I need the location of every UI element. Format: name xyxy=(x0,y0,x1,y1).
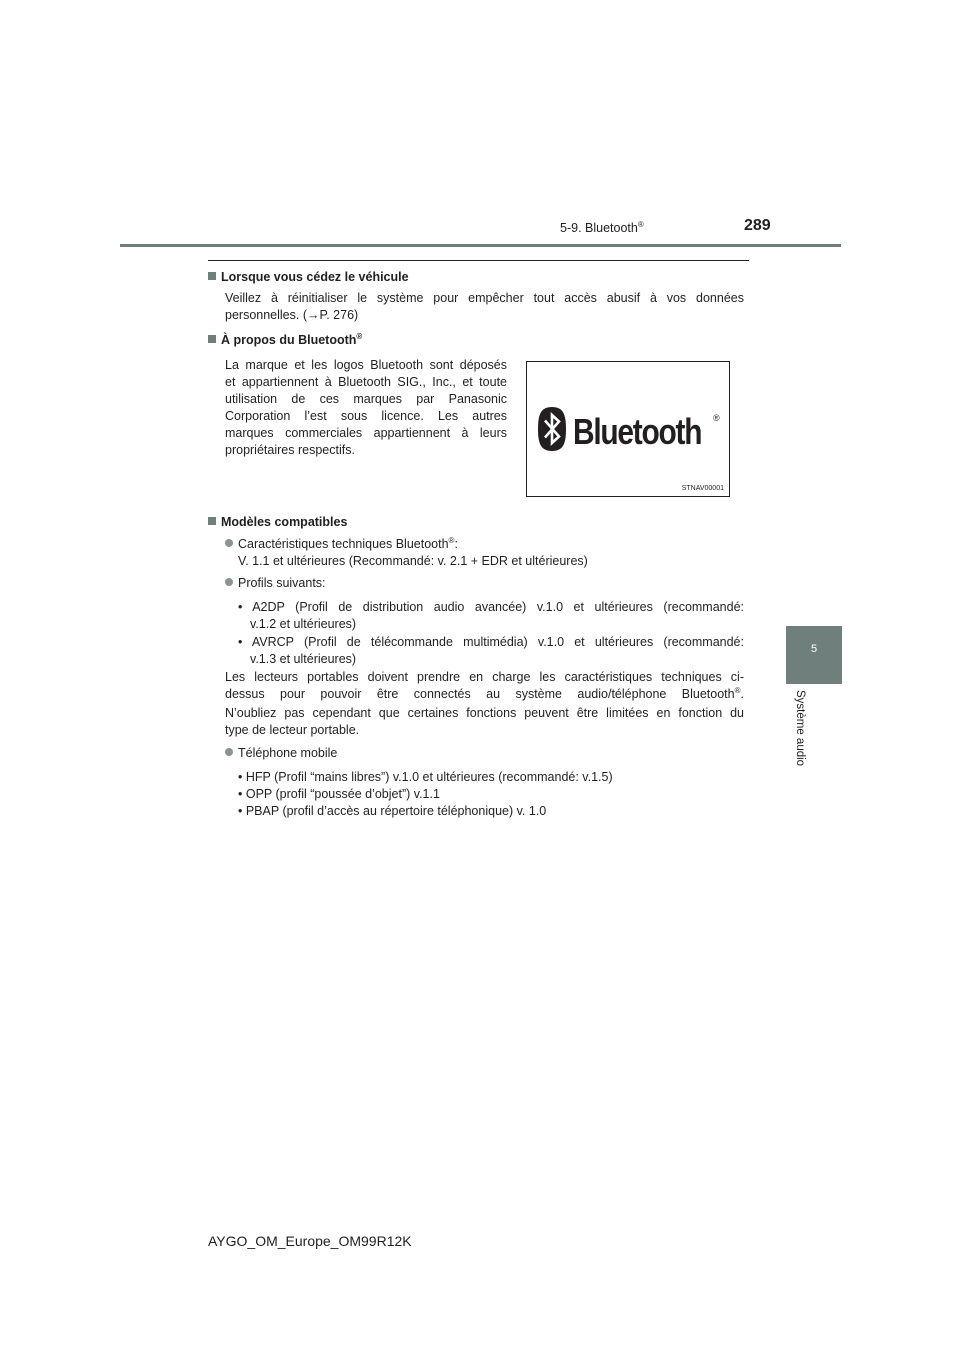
registered-mark: ® xyxy=(713,413,720,423)
about-line-4: Corporation l’est sous licence. Les autres xyxy=(225,409,507,423)
profiles-label: Profils suivants: xyxy=(238,576,326,590)
circle-bullet-icon xyxy=(225,748,233,756)
about-line-6: propriétaires respectifs. xyxy=(225,443,355,457)
portable-para-line-1: Les lecteurs portables doivent prendre en charge les caractéristiques techniques ci- xyxy=(225,670,744,684)
mobile-profile-opp: • OPP (profil “poussée d’objet”) v.1.1 xyxy=(238,787,440,801)
spec-sup: ® xyxy=(448,536,455,545)
mobile-item xyxy=(225,745,337,762)
square-bullet-icon xyxy=(208,272,216,280)
header-section-sup: ® xyxy=(637,220,644,229)
footer-document-code: AYGO_OM_Europe_OM99R12K xyxy=(208,1233,412,1249)
section-title-compatible-models xyxy=(208,515,347,529)
portable-para-line-2-text: dessus pour pouvoir être connectés au système audio/téléphone Bluetooth xyxy=(225,687,735,701)
about-line-5: marques commerciales appartiennent à leurs xyxy=(225,426,507,440)
vehicle-transfer-line-1: Veillez à réinitialiser le système pour empêcher tout accès abusif à vos données xyxy=(225,291,744,305)
portable-para-line-2-sup: ® xyxy=(734,686,741,695)
chapter-tab-number: 5 xyxy=(810,643,818,655)
figure-code: STNAV00001 xyxy=(681,485,724,492)
portable-para-line-2 xyxy=(225,686,744,703)
bluetooth-rune-icon xyxy=(537,407,567,451)
portable-para-line-4: type de lecteur portable. xyxy=(225,723,360,737)
profile-a2dp-line-2: v.1.2 et ultérieures) xyxy=(250,617,357,631)
square-bullet-icon xyxy=(208,335,216,343)
section-title-sup: ® xyxy=(356,332,363,341)
circle-bullet-icon xyxy=(225,539,233,547)
section-title-text: À propos du Bluetooth xyxy=(221,333,357,347)
about-line-2: et appartiennent à Bluetooth SIG., Inc., et toute xyxy=(225,375,507,389)
mobile-profile-hfp: • HFP (Profil “mains libres”) v.1.0 et ultérieures (recommandé: v.1.5) xyxy=(238,770,613,784)
profile-a2dp-line-1: • A2DP (Profil de distribution audio avancée) v.1.0 et ultérieures (recommandé: xyxy=(238,600,744,614)
section-title-about-bluetooth xyxy=(208,333,362,347)
spec-item xyxy=(225,536,458,553)
circle-bullet-icon xyxy=(225,578,233,586)
profiles-item xyxy=(225,575,326,592)
bluetooth-logo-figure xyxy=(526,361,730,497)
chapter-tab xyxy=(786,626,842,684)
section-title-vehicle-transfer xyxy=(208,270,409,284)
header-rule xyxy=(120,244,841,247)
chapter-tab-label: Système audio xyxy=(794,690,806,767)
header-section-text: 5-9. Bluetooth xyxy=(560,221,638,235)
page-number: 289 xyxy=(744,217,771,234)
content-top-rule xyxy=(208,260,749,261)
bluetooth-wordmark: Bluetooth xyxy=(573,411,702,452)
profile-avrcp-line-2: v.1.3 et ultérieures) xyxy=(250,652,357,666)
portable-para-line-3: N’oubliez pas cependant que certaines fonctions peuvent être limitées en fonction du xyxy=(225,706,744,720)
square-bullet-icon xyxy=(208,517,216,525)
section-title-text: Lorsque vous cédez le véhicule xyxy=(221,270,409,284)
spec-colon: : xyxy=(454,537,458,551)
mobile-profile-pbap: • PBAP (profil d’accès au répertoire téléphonique) v. 1.0 xyxy=(238,804,547,818)
mobile-label: Téléphone mobile xyxy=(238,746,338,760)
vehicle-transfer-line-2: personnelles. (→P. 276) xyxy=(225,308,359,322)
spec-label: Caractéristiques techniques Bluetooth xyxy=(238,537,449,551)
running-header-section xyxy=(560,221,644,235)
portable-para-line-2-end: . xyxy=(740,687,744,701)
spec-version: V. 1.1 et ultérieures (Recommandé: v. 2.1 + EDR et ultérieures) xyxy=(238,554,588,568)
section-title-text: Modèles compatibles xyxy=(221,515,348,529)
profile-avrcp-line-1: • AVRCP (Profil de télécommande multimédia) v.1.0 et ultérieures (recommandé: xyxy=(238,635,744,649)
about-line-3: utilisation de ces marques par Panasonic xyxy=(225,392,507,406)
about-line-1: La marque et les logos Bluetooth sont déposés xyxy=(225,358,507,372)
